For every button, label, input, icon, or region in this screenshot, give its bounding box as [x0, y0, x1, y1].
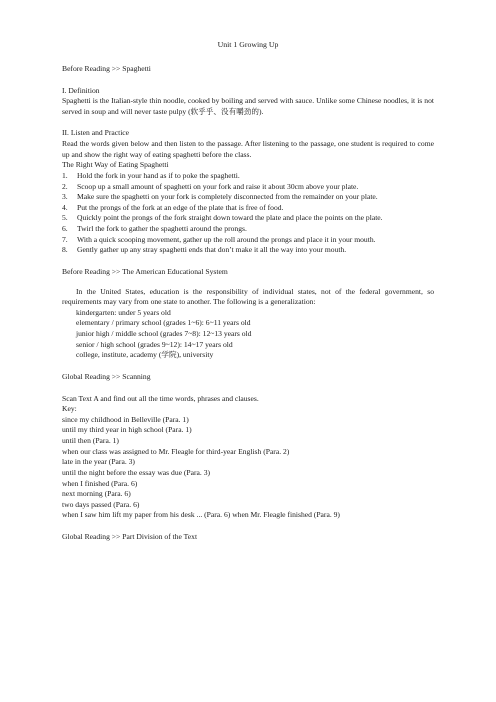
list-item: [62, 192, 434, 203]
list-item: elementary / primary school (grades 1~6): 6~11 years old: [76, 318, 251, 328]
key-list: [62, 415, 434, 521]
list-item: when I saw him lift my paper from his desk ... (Para. 6) when Mr. Fleagle finished (Para. 9): [62, 510, 340, 520]
step-number: 7.: [62, 234, 68, 244]
section-heading-scanning: Global Reading >> Scanning: [62, 371, 151, 381]
section-heading-part-division: Global Reading >> Part Division of the Text: [62, 532, 198, 542]
step-text: Quickly point the prongs of the fork straight down toward the plate and place the points on the plate.: [77, 213, 383, 223]
list-item: until the night before the essay was due (Para. 3): [62, 467, 211, 477]
step-number: 4.: [62, 202, 68, 212]
scanning-instruction: Scan Text A and find out all the time words, phrases and clauses.: [62, 393, 259, 403]
definition-text: Spaghetti is the Italian-style thin noodle, cooked by boiling and served with sauce. Unlike some Chinese noodles, it is not served in soup and will never taste pulpy (软乎乎、没有嚼劲的).: [62, 96, 434, 116]
education-list: [62, 308, 434, 361]
list-item: since my childhood in Belleville (Para. 1): [62, 414, 189, 424]
list-item: [62, 203, 434, 214]
key-label: Key:: [62, 404, 77, 414]
list-item: when our class was assigned to Mr. Fleagle for third-year English (Para. 2): [62, 446, 290, 456]
step-text: Gently gather up any stray spaghetti ends that don’t make it all the way into your mouth.: [77, 245, 347, 255]
definition-heading: I. Definition: [62, 85, 100, 95]
list-item: late in the year (Para. 3): [62, 457, 135, 467]
list-item: [62, 182, 434, 193]
step-text: Make sure the spaghetti on your fork is completely disconnected from the remainder on your plate.: [77, 192, 378, 202]
list-item: two days passed (Para. 6): [62, 499, 140, 509]
step-number: 1.: [62, 170, 68, 180]
step-text: With a quick scooping movement, gather up the roll around the prongs and place it in your mouth.: [77, 234, 376, 244]
list-item: college, institute, academy (学院), university: [76, 350, 214, 360]
listen-text: Read the words given below and then listen to the passage. After listening to the passage, one student is required to come up and show the right way of eating spaghetti before the class.: [62, 139, 434, 159]
step-number: 5.: [62, 213, 68, 223]
list-item: [62, 213, 434, 224]
list-item: [62, 171, 434, 182]
page-title: Unit 1 Growing Up: [217, 40, 279, 49]
section-heading-education: Before Reading >> The American Educational System: [62, 266, 228, 276]
step-number: 3.: [62, 192, 68, 202]
list-item: junior high / middle school (grades 7~8): 12~13 years old: [76, 329, 252, 339]
listen-subheading: The Right Way of Eating Spaghetti: [62, 160, 169, 170]
list-item: until then (Para. 1): [62, 436, 119, 446]
step-number: 2.: [62, 181, 68, 191]
step-text: Hold the fork in your hand as if to poke the spaghetti.: [77, 170, 240, 180]
step-text: Put the prongs of the fork at an edge of the plate that is free of food.: [77, 202, 284, 212]
section-heading-spaghetti: Before Reading >> Spaghetti: [62, 63, 151, 73]
step-text: Twirl the fork to gather the spaghetti around the prongs.: [77, 224, 247, 234]
listen-heading: II. Listen and Practice: [62, 128, 130, 138]
list-item: senior / high school (grades 9~12): 14~17 years old: [76, 339, 233, 349]
list-item: [62, 245, 434, 256]
education-text: In the United States, education is the responsibility of individual states, not of the federal government, so requirements may vary from one state to another. The following is a generalization:: [62, 286, 434, 307]
step-number: 6.: [62, 224, 68, 234]
list-item: [62, 224, 434, 235]
list-item: next morning (Para. 6): [62, 489, 131, 499]
list-item: kindergarten: under 5 years old: [76, 307, 171, 317]
list-item: when I finished (Para. 6): [62, 478, 138, 488]
step-text: Scoop up a small amount of spaghetti on your fork and raise it about 30cm above your plate.: [77, 181, 359, 191]
steps-list: [62, 171, 434, 256]
document-page: [62, 40, 434, 543]
list-item: [62, 235, 434, 246]
list-item: until my third year in high school (Para. 1): [62, 425, 192, 435]
step-number: 8.: [62, 245, 68, 255]
